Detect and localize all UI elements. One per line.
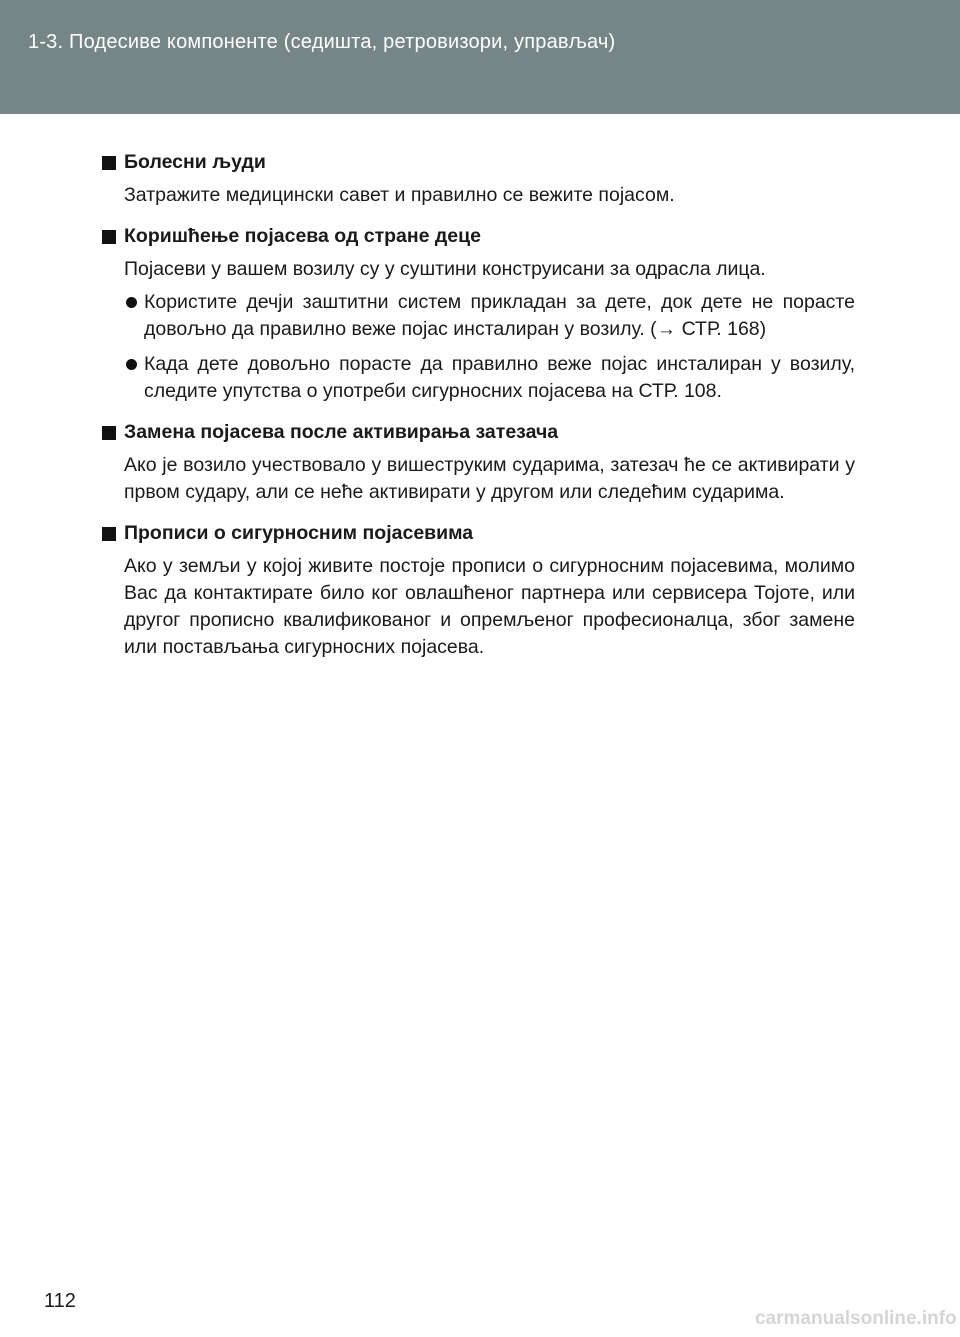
section-paragraph: Појасеви у вашем возилу су у суштини конструисани за одрасла лица.: [124, 258, 766, 280]
list-item-text: Када дете довољно порасте да правилно веже појас инсталиран у возилу, следите упутства о употреби сигурносних појасева на СТР. 108.: [144, 353, 855, 402]
section-heading: [100, 149, 855, 176]
section-pretensioner-replacement: [100, 419, 855, 506]
section-paragraph: Ако је возило учествовало у вишеструким сударима, затезач ће се активирати у првом судару, али се неће активирати у другом или следећим сударима.: [124, 454, 855, 503]
watermark: carmanualsonline.info: [755, 1308, 957, 1329]
square-bullet-icon: [102, 426, 116, 440]
section-heading: [100, 520, 855, 547]
section-heading-text: Болесни људи: [124, 151, 266, 173]
section-heading: [100, 419, 855, 446]
section-heading-text: Прописи о сигурносним појасевима: [124, 522, 474, 544]
list-item: [100, 351, 855, 405]
section-belt-regulations: [100, 520, 855, 661]
chapter-title: 1-3. Подесиве компоненте (седишта, ретровизори, управљач): [28, 31, 616, 53]
section-heading-text: Коришћење појасева од стране деце: [124, 225, 481, 247]
chapter-header-band: [0, 0, 960, 114]
round-bullet-icon: [126, 359, 137, 370]
round-bullet-icon: [126, 297, 137, 308]
section-children-belts: [100, 223, 855, 405]
section-paragraph: Затражите медицински савет и правилно се вежите појасом.: [124, 184, 675, 206]
square-bullet-icon: [102, 156, 116, 170]
square-bullet-icon: [102, 527, 116, 541]
page-content: [100, 149, 855, 675]
page-number: 112: [44, 1290, 76, 1312]
list-item-text: Користите дечји заштитни систем прикладан за дете, док дете не порасте довољно да правилно веже појас инсталиран у возилу. (→ СТР. 168): [144, 291, 855, 340]
section-heading: [100, 223, 855, 250]
list-item: [100, 289, 855, 343]
section-sick-people: [100, 149, 855, 209]
square-bullet-icon: [102, 230, 116, 244]
section-heading-text: Замена појасева после активирања затезача: [124, 421, 559, 443]
section-paragraph: Ако у земљи у којој живите постоје прописи о сигурносним појасевима, молимо Вас да контактирате било ког овлашћеног партнера или сервисера Тојоте, или другог прописно квалификованог и опремљеног професионалца, због замене или постављања сигурносних појасева.: [124, 555, 855, 658]
